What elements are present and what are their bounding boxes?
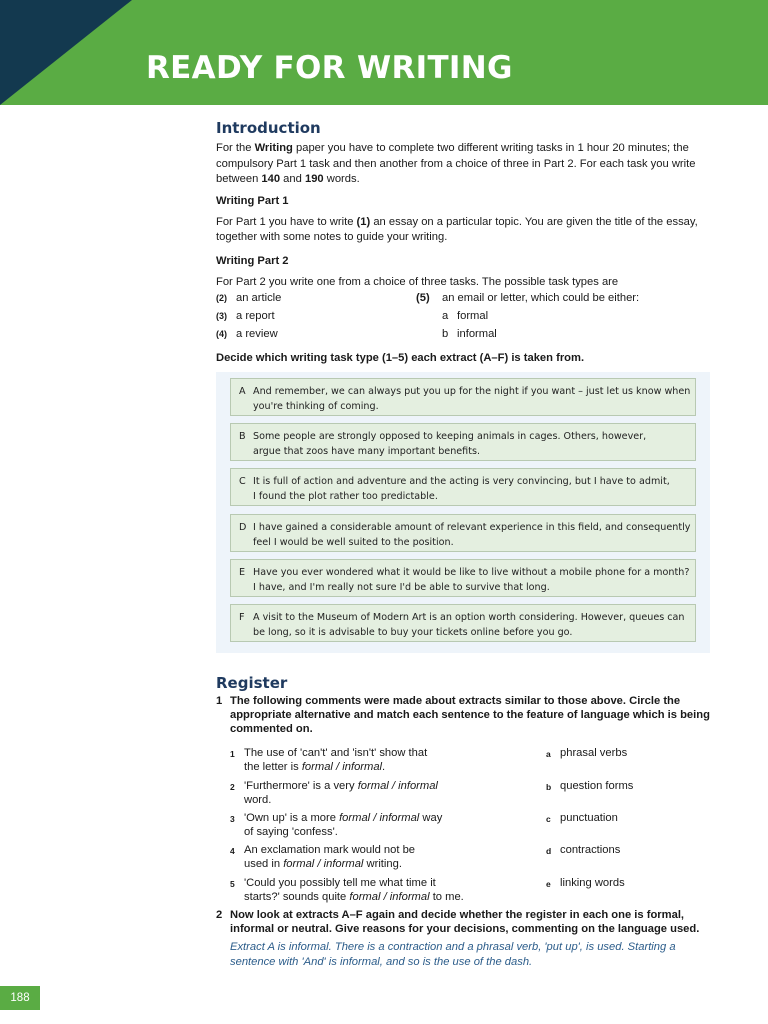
feature-label: question forms (560, 780, 634, 792)
option-letter: b (442, 328, 449, 340)
part1-text: an essay on a particular topic. You are given the title of the essay, together with some notes to guide your writing. (216, 215, 698, 243)
item-text-part: . (382, 761, 386, 773)
header-banner (0, 0, 768, 105)
feature-label: linking words (560, 877, 625, 889)
extract-line: Have you ever wondered what it would be like to live without a mobile phone for a month? (253, 567, 690, 578)
list-item (216, 328, 712, 346)
extract-line: A visit to the Museum of Modern Art is an option worth considering. However, queues can (253, 612, 685, 623)
question-text: Now look at extracts A–F again and decide whether the register in each one is formal, informal or neutral. Give reasons for your decisions, commenting on the language used. (230, 909, 700, 935)
item-number: 1 (230, 749, 235, 759)
item-line (244, 779, 474, 793)
choice-separator: / (314, 858, 324, 870)
introduction-section (216, 117, 712, 366)
extract-line: Some people are strongly opposed to keeping animals in cages. Others, however, (253, 431, 647, 442)
item-number: 2 (230, 782, 235, 792)
extract-line: I have, and I'm really not sure I'd be able to survive that long. (253, 582, 550, 593)
gap-number: (4) (216, 329, 227, 339)
choice-separator: / (380, 891, 390, 903)
writing-part1-heading: Writing Part 1 (216, 194, 289, 207)
feature-letter: e (546, 879, 551, 889)
list-item (216, 292, 712, 310)
item-line (244, 857, 474, 871)
choice-separator: / (332, 761, 343, 773)
choice-formal[interactable]: formal (357, 780, 389, 792)
extract-line: I found the plot rather too predictable. (253, 491, 438, 502)
choice-formal[interactable]: formal (283, 858, 315, 870)
page-title: READY FOR WRITING (146, 50, 513, 86)
item-text (244, 779, 474, 807)
intro-bold-190: 190 (304, 173, 324, 185)
intro-paragraph (216, 141, 712, 188)
task-type-label: an email or letter, which could be either: (442, 292, 640, 304)
list-item (216, 310, 712, 328)
question-number: 1 (216, 695, 223, 707)
extract-a (230, 378, 696, 416)
extract-letter: A (239, 386, 246, 397)
gap-number: (5) (416, 292, 430, 304)
task-type-label: a report (236, 310, 275, 322)
item-number: 4 (230, 846, 235, 856)
item-text-part: the letter is (244, 761, 302, 773)
item-line: of saying 'confess'. (244, 826, 338, 838)
extract-letter: C (239, 476, 246, 487)
extract-d (230, 514, 696, 552)
item-number: 3 (230, 814, 235, 824)
question-number: 2 (216, 909, 223, 921)
feature-letter: c (546, 814, 551, 824)
question-1 (216, 694, 716, 736)
item-text (244, 746, 474, 774)
intro-text: and (280, 173, 305, 185)
intro-text: For the (216, 142, 255, 154)
item-line: The use of 'can't' and 'isn't' show that (244, 747, 428, 759)
extract-f (230, 604, 696, 642)
feature-letter: a (546, 749, 551, 759)
choice-formal[interactable]: formal (301, 761, 333, 773)
feature-label: punctuation (560, 812, 618, 824)
item-text (244, 843, 474, 871)
feature-label: contractions (560, 844, 621, 856)
gap-number: (2) (216, 293, 227, 303)
register-section (216, 672, 716, 970)
choice-informal[interactable]: informal (379, 812, 420, 824)
task-type-list (216, 292, 712, 348)
extract-line: you're thinking of coming. (253, 401, 379, 412)
intro-text: words. (323, 173, 360, 185)
gap-number: (3) (216, 311, 227, 321)
extract-line: It is full of action and adventure and the acting is very convincing, but I have to admit, (253, 476, 670, 487)
item-text (244, 811, 474, 839)
writing-part2-heading: Writing Part 2 (216, 254, 289, 267)
extract-letter: E (239, 567, 246, 578)
page-number: 188 (0, 986, 40, 1010)
item-line (244, 760, 474, 774)
option-label: formal (457, 310, 489, 322)
question-2 (216, 908, 716, 936)
feature-letter: b (546, 782, 552, 792)
item-line (244, 811, 474, 825)
feature-letter: d (546, 846, 552, 856)
item-text-part: way (419, 812, 443, 824)
intro-bold-writing: Writing (254, 142, 293, 154)
item-text-part: used in (244, 858, 284, 870)
option-label: informal (457, 328, 497, 340)
item-line: 'Could you possibly tell me what time it (244, 877, 436, 889)
choice-informal[interactable]: informal (342, 761, 383, 773)
extract-line: feel I would be well suited to the position. (253, 537, 454, 548)
intro-text: paper you have to complete two different writing tasks in 1 hour 20 minutes; the compulsory Part 1 task and then another from a choice of three in Part 2. For each task you write between (216, 142, 696, 185)
extract-e (230, 559, 696, 597)
extract-letter: F (239, 612, 245, 623)
extract-b (230, 423, 696, 461)
part1-text: For Part 1 you have to write (216, 215, 357, 228)
choice-separator: / (370, 812, 380, 824)
extract-line: And remember, we can always put you up for the night if you want – just let us know when (253, 386, 691, 397)
option-letter: a (442, 310, 449, 322)
matching-list (216, 742, 716, 902)
item-text-part: 'Furthermore' is a very (244, 780, 358, 792)
item-text (244, 876, 474, 904)
register-heading: Register (216, 674, 288, 692)
extract-line: be long, so it is advisable to buy your tickets online before you go. (253, 627, 573, 638)
instruction-text: Decide which writing task type (1–5) each extract (A–F) is taken from. (216, 352, 585, 364)
item-number: 5 (230, 879, 235, 889)
extracts-panel (216, 372, 710, 653)
choice-informal[interactable]: informal (398, 780, 438, 792)
extract-letter: B (239, 431, 246, 442)
intro-bold-140: 140 (261, 173, 281, 185)
task-type-label: an article (236, 292, 282, 304)
task-type-label: a review (236, 328, 278, 340)
extract-c (230, 468, 696, 506)
item-line (244, 890, 474, 904)
item-line: An exclamation mark would not be (244, 844, 416, 856)
choice-formal[interactable]: formal (349, 891, 381, 903)
extract-letter: D (239, 522, 247, 533)
choice-formal[interactable]: formal (339, 812, 371, 824)
example-answer: Extract A is informal. There is a contraction and a phrasal verb, 'put up', is used. Starting a sentence with 'And' is informal, and so is the use of the dash. (230, 941, 676, 968)
part2-paragraph: For Part 2 you write one from a choice of three tasks. The possible task types are (216, 275, 619, 288)
feature-label: phrasal verbs (560, 747, 628, 759)
choice-informal[interactable]: informal (389, 891, 430, 903)
part1-paragraph (216, 215, 712, 246)
item-text-part: starts?' sounds quite (244, 891, 350, 903)
item-text-part: 'Own up' is a more (244, 812, 340, 824)
extract-line: argue that zoos have many important benefits. (253, 446, 481, 457)
extract-line: I have gained a considerable amount of relevant experience in this field, and consequently (253, 522, 691, 533)
choice-separator: / (388, 780, 399, 792)
item-text-part: writing. (363, 858, 402, 870)
question-text: The following comments were made about extracts similar to those above. Circle the appropriate alternative and match each sentence to the feature of language which is being commented on. (230, 695, 710, 735)
banner-corner-shape (0, 0, 132, 105)
item-line: word. (244, 794, 272, 806)
gap-number-1: (1) (356, 215, 371, 228)
choice-informal[interactable]: informal (323, 858, 364, 870)
introduction-heading: Introduction (216, 119, 321, 137)
item-text-part: to me. (429, 891, 464, 903)
